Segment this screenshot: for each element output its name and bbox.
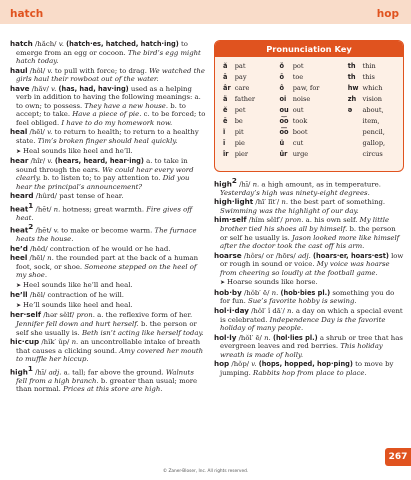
pronunciation-example-word: pencil, (362, 127, 385, 136)
pronunciation-symbol: ē (223, 116, 228, 125)
homophone-note (10, 281, 206, 291)
entry-inflections: (hoars·er, hoars·est) (313, 251, 389, 260)
dictionary-entry (214, 252, 404, 278)
dictionary-entry (10, 85, 206, 128)
pronunciation-symbol: hw (347, 83, 359, 92)
pronunciation-example-word: cut (292, 138, 304, 147)
entry-headword: he’ll (10, 290, 28, 300)
entry-pronunciation: /hĭm sĕlf′/ (248, 216, 283, 225)
entry-pronunciation: /hēl/ (29, 128, 45, 137)
pronunciation-key-title: Pronunciation Key (215, 41, 403, 57)
entry-example: They have a new house. (84, 101, 169, 110)
pronunciation-key-row (215, 104, 403, 115)
homophone-note (10, 147, 206, 157)
page-number: 267 (385, 448, 411, 466)
pronunciation-symbol: ī (223, 138, 226, 147)
dictionary-column-right (214, 177, 404, 378)
dictionary-entry (214, 177, 404, 197)
entry-part-of-speech: n. (286, 306, 294, 315)
dictionary-entry (10, 365, 206, 394)
entry-inflections: (hears, heard, hear·ing) (54, 157, 144, 166)
entry-headword: have (10, 83, 30, 93)
entry-part-of-speech: n. (53, 205, 61, 214)
dictionary-entry (214, 307, 404, 333)
entry-definition: the rounded part at the back of a human foot, sock, or shoe. (16, 254, 199, 271)
pronunciation-symbol: th (347, 61, 356, 70)
entry-headword: him·self (214, 215, 247, 225)
pronunciation-key-row (215, 60, 403, 71)
pronunciation-example-word: out (292, 105, 304, 114)
pronunciation-example-word: circus (362, 149, 383, 158)
entry-headword: heat (10, 225, 29, 235)
entry-example: This holiday wreath is made of holly. (220, 342, 383, 359)
pronunciation-example-word: urge (292, 149, 309, 158)
pronunciation-symbol (340, 137, 361, 148)
entry-example: Yesterday’s high was ninety-eight degrees. (220, 188, 370, 197)
pronunciation-example-word: boot (292, 127, 308, 136)
entry-example: Independence Day is the favorite holiday of many people. (220, 315, 386, 333)
pronunciation-example-word: this (362, 72, 375, 81)
dictionary-entry (10, 311, 206, 337)
entry-headword: heal (10, 127, 28, 137)
entry-definition: a. to take in sound through the ears. (16, 157, 188, 174)
entry-headword: high·light (214, 197, 254, 207)
dictionary-entry (214, 216, 404, 250)
dictionary-entry (10, 40, 206, 66)
entry-headword: hic·cup (10, 337, 40, 347)
entry-example: Beth isn’t acting like herself today. (81, 328, 204, 337)
entry-part-of-speech: v. (47, 66, 53, 75)
entry-pronunciation: /hĭk′ ŭp/ (41, 338, 70, 347)
entry-example: Sue’s favorite hobby is sewing. (248, 297, 357, 306)
entry-headword: hoarse (214, 250, 242, 260)
entry-example: Fire gives off heat. (16, 205, 193, 222)
homophone-note (10, 301, 206, 311)
entry-inflections: (hob·bies pl.) (280, 288, 331, 297)
pronunciation-key-table (215, 60, 403, 159)
entry-headword: hatch (10, 39, 33, 48)
dictionary-column-left (10, 40, 206, 395)
entry-definition: contraction of he would or he had. (49, 244, 171, 253)
entry-homograph-number: 1 (27, 363, 33, 373)
arrow-right-icon: ➤ (16, 281, 22, 289)
entry-example: Prices at this store are high. (63, 385, 163, 394)
entry-headword: haul (10, 65, 28, 75)
pronunciation-key-row (215, 93, 403, 104)
entry-definition: b. greater than usual; more than normal. (16, 376, 198, 394)
pronunciation-symbol (340, 115, 361, 126)
entry-example: My little brother tied his shoes all by himself. (220, 216, 390, 234)
entry-definition: a day on which a special event is celebrated. (220, 306, 403, 324)
guide-word-left: hatch (10, 8, 44, 20)
entry-pronunciation: /hər sĕlf/ (43, 311, 75, 320)
pronunciation-symbol: ĭ (223, 127, 226, 136)
pronunciation-symbol: ou (279, 105, 289, 114)
entry-pronunciation: /hăv/ (31, 84, 49, 93)
page-header (0, 0, 411, 24)
dictionary-entry (214, 198, 404, 215)
dictionary-entry (10, 128, 206, 145)
entry-part-of-speech: v. (251, 360, 257, 369)
entry-part-of-speech: n. (271, 288, 279, 297)
pronunciation-symbol: ə (347, 105, 353, 114)
pronunciation-key-row (215, 71, 403, 82)
entry-pronunciation: /hēl/ (29, 254, 45, 263)
entry-headword: heel (10, 253, 28, 263)
entry-pronunciation: /hŏl′ ē/ (238, 333, 262, 342)
pronunciation-example-word: vision (362, 94, 383, 103)
entry-definition: to return to health; to return to a healthy state. (16, 128, 199, 146)
arrow-right-icon: ➤ (16, 301, 22, 309)
entry-headword: hop (214, 359, 230, 369)
entry-homograph-number: 1 (28, 200, 34, 210)
entry-definition: a high amount, as in temperature. (261, 180, 381, 189)
entry-headword: hear (10, 156, 29, 166)
entry-definition: a. tall; far above the ground. (63, 368, 164, 377)
entry-definition: an uncontrollable intake of breath that causes a clicking sound. (16, 338, 201, 355)
pronunciation-key-row (215, 115, 403, 126)
copyright-notice: © Zaner-Bloser, Inc. All rights reserved. (162, 469, 249, 474)
entry-definition: b. to listen to; to pay attention to. (43, 174, 161, 183)
dictionary-entry (10, 67, 206, 84)
pronunciation-example-word: took (292, 116, 308, 125)
pronunciation-example-word: pie (234, 138, 245, 147)
entry-example: Someone stepped on the heel of my shoe. (16, 262, 197, 280)
dictionary-entry (10, 245, 206, 254)
entry-example: Have a piece of pie. (72, 110, 142, 119)
pronunciation-example-word: thin (362, 61, 376, 70)
entry-part-of-speech: adj. (297, 251, 311, 260)
entry-headword: hob·by (214, 287, 242, 297)
entry-pronunciation: /hŏb′ ē/ (243, 288, 270, 297)
entry-definition: c. to be forced; to feel obliged. (16, 110, 206, 127)
pronunciation-example-word: about, (362, 105, 384, 114)
pronunciation-example-word: care (234, 83, 250, 92)
entry-pronunciation: /hôl/ (29, 66, 46, 75)
pronunciation-example-word: pier (234, 149, 249, 158)
entry-pronunciation: /hēd/ (30, 244, 48, 253)
entry-part-of-speech: pron. (76, 311, 95, 320)
pronunciation-symbol: ō (279, 72, 284, 81)
pronunciation-symbol: th (347, 72, 356, 81)
pronunciation-key-row (215, 148, 403, 159)
entry-homograph-number: 2 (28, 222, 34, 232)
note-text: Heel sounds like he’ll and heal. (23, 280, 133, 289)
pronunciation-symbol (340, 148, 361, 159)
entry-part-of-speech: v. (58, 40, 64, 48)
entry-pronunciation: /hŏp/ (231, 360, 250, 369)
entry-definition: a. his own self. (305, 216, 358, 225)
dictionary-entry (10, 254, 206, 280)
entry-part-of-speech: n. (71, 338, 79, 347)
entry-definition: hotness; great warmth. (62, 205, 145, 214)
entry-homograph-number: 2 (231, 176, 237, 185)
homophone-note (214, 278, 404, 288)
entry-part-of-speech: n. (47, 254, 54, 263)
entry-pronunciation: /hŏl′ ĭ dā′/ (251, 306, 285, 315)
entry-example: We could hear every word clearly. (16, 165, 194, 183)
entry-part-of-speech: n. (281, 198, 289, 207)
entry-headword: he’d (10, 243, 28, 253)
entry-part-of-speech: v. (53, 226, 59, 235)
entry-example: I have to do my homework now. (61, 118, 173, 127)
entry-pronunciation: /hēt/ (35, 226, 52, 235)
pronunciation-key-row (215, 126, 403, 137)
pronunciation-symbol: ä (223, 94, 228, 103)
entry-definition: to move by jumping. (220, 360, 394, 377)
entry-definition: contraction of he will. (47, 291, 124, 300)
pronunciation-symbol: o͞o (279, 127, 289, 136)
pronunciation-symbol: o͝o (279, 116, 289, 125)
entry-definition: to pull with force; to drag. (54, 66, 147, 75)
entry-example: Swimming was the highlight of our day. (220, 206, 359, 215)
entry-definition: b. to accept; to take. (16, 101, 186, 119)
entry-headword: high (214, 179, 232, 189)
entry-pronunciation: /hăch/ (34, 40, 57, 48)
pronunciation-key (214, 40, 404, 172)
dictionary-entry (10, 338, 206, 364)
entry-example: Did you hear the principal’s announcement? (16, 174, 190, 191)
entry-headword: heard (10, 191, 34, 201)
pronunciation-example-word: pay (234, 72, 247, 81)
entry-example: We watched the girls haul their rowboat out of the water. (16, 66, 205, 84)
pronunciation-example-word: toe (292, 72, 304, 81)
pronunciation-example-word: pit (234, 127, 244, 136)
entry-headword: hol·i·day (214, 305, 249, 315)
entry-definition: past tense of hear. (59, 192, 124, 201)
entry-headword: heat (10, 204, 29, 214)
entry-inflections: (hol·lies pl.) (272, 333, 318, 342)
entry-inflections: (hops, hopped, hop·ping) (258, 360, 353, 369)
arrow-right-icon: ➤ (220, 279, 226, 287)
pronunciation-example-word: pet (234, 105, 246, 114)
entry-example: My voice was hoarse from cheering so loudly at the football game. (220, 260, 390, 277)
entry-definition: used as a helping verb in addition to having the following meanings: a. to own; to possess. (16, 84, 201, 110)
dictionary-entry (214, 334, 404, 360)
entry-definition: to emerge from an egg or cocoon. (16, 40, 188, 57)
entry-headword: hol·ly (214, 332, 237, 342)
pronunciation-example-word: item, (362, 116, 380, 125)
dictionary-entry (10, 291, 206, 300)
entry-definition: to make or become warm. (61, 226, 153, 235)
pronunciation-symbol: zh (347, 94, 357, 103)
pronunciation-key-row (215, 82, 403, 93)
entry-example: Jason looked more like himself after the doctor took the cast off his arm. (220, 233, 400, 251)
entry-definition: the best part of something. (290, 198, 386, 207)
pronunciation-example-word: gallop, (362, 138, 386, 147)
note-text: Heal sounds like heel and he’ll. (23, 146, 133, 155)
entry-pronunciation: /hôrs/ or /hōrs/ (243, 251, 296, 260)
guide-word-right: hop (376, 8, 399, 20)
entry-part-of-speech: n. (252, 180, 260, 189)
entry-inflections: (has, had, hav·ing) (58, 84, 129, 93)
entry-part-of-speech: pron. (284, 216, 304, 225)
entry-example: Tim’s broken finger should heal quickly. (37, 137, 178, 146)
note-text: Hoarse sounds like horse. (227, 278, 318, 287)
entry-definition: b. the person or self he usually is. (220, 225, 396, 242)
entry-pronunciation: /hī/ (35, 368, 47, 377)
entry-example: The bird’s egg might hatch today. (16, 48, 201, 66)
pronunciation-symbol: oi (279, 94, 287, 103)
pronunciation-symbol: ŏ (279, 61, 284, 70)
entry-definition: a shrub or tree that has evergreen leaves and red berries. (220, 333, 403, 351)
pronunciation-symbol: îr (223, 149, 229, 158)
entry-inflections: (hatch·es, hatched, hatch·ing) (66, 40, 179, 48)
pronunciation-symbol (340, 126, 361, 137)
entry-pronunciation: /hī/ (239, 180, 251, 189)
entry-definition: low or rough in sound or voice. (220, 251, 404, 269)
pronunciation-symbol: ā (223, 72, 228, 81)
pronunciation-example-word: which (362, 83, 383, 92)
entry-pronunciation: /hēt/ (35, 205, 52, 214)
arrow-right-icon: ➤ (16, 147, 22, 155)
entry-pronunciation: /hēl/ (29, 291, 46, 300)
entry-pronunciation: /hī′ līt′/ (255, 198, 280, 207)
entry-headword: high (10, 367, 28, 377)
dictionary-entry (10, 202, 206, 222)
dictionary-entry (10, 223, 206, 243)
entry-example: Rabbits hop from place to place. (252, 368, 367, 377)
dictionary-entry (10, 192, 206, 201)
entry-headword: her·self (10, 310, 42, 320)
entry-definition: a. the reflexive form of her. (97, 311, 193, 320)
entry-definition: b. the person or self she usually is. (16, 320, 197, 337)
pronunciation-symbol: ĕ (223, 105, 228, 114)
pronunciation-key-row (215, 137, 403, 148)
pronunciation-example-word: pat (234, 61, 246, 70)
pronunciation-example-word: father (234, 94, 256, 103)
pronunciation-symbol: âr (223, 83, 231, 92)
entry-definition: something you do for fun. (220, 288, 395, 306)
entry-part-of-speech: v. (47, 128, 53, 137)
entry-part-of-speech: v. (51, 84, 57, 93)
pronunciation-symbol: ă (223, 61, 228, 70)
pronunciation-symbol: ûr (279, 149, 288, 158)
pronunciation-example-word: pot (292, 61, 304, 70)
pronunciation-example-word: noise (292, 94, 311, 103)
dictionary-entry (10, 157, 206, 191)
note-text: He’ll sounds like heel and heal. (23, 300, 133, 309)
entry-part-of-speech: v. (47, 157, 53, 166)
pronunciation-example-word: paw, for (292, 83, 320, 92)
pronunciation-example-word: be (234, 116, 243, 125)
dictionary-entry (214, 289, 404, 306)
entry-example: Walnuts fell from a high branch. (16, 368, 194, 385)
entry-pronunciation: /hûrd/ (35, 192, 57, 201)
pronunciation-symbol: ô (279, 83, 284, 92)
entry-example: Jennifer fell down and hurt herself. (16, 320, 139, 328)
entry-part-of-speech: adj. (48, 368, 62, 377)
entry-part-of-speech: n. (264, 333, 271, 342)
pronunciation-symbol: ŭ (279, 138, 285, 147)
entry-example: Amy covered her mouth to muffle her hiccup. (16, 346, 204, 364)
dictionary-entry (214, 360, 404, 377)
entry-example: The furnace heats the house. (16, 226, 197, 244)
entry-pronunciation: /hîr/ (30, 157, 46, 166)
